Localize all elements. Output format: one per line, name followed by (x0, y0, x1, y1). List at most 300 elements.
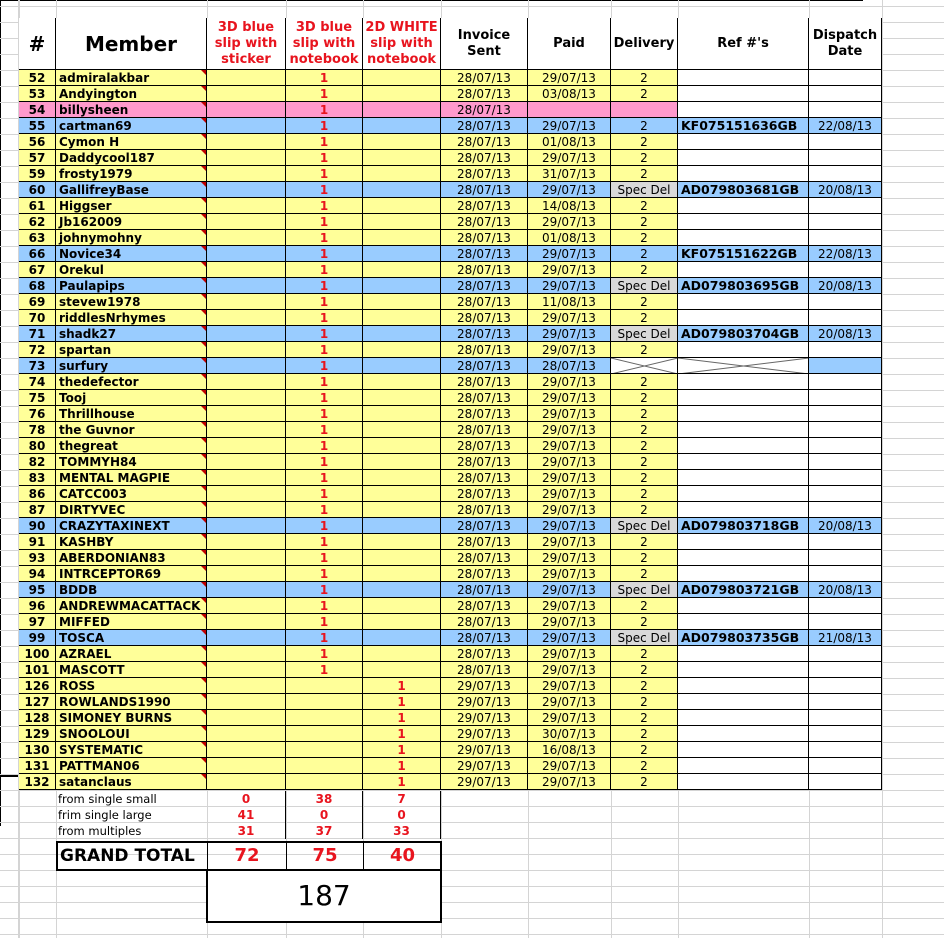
cell-del[interactable] (611, 214, 678, 230)
cell-inv[interactable] (441, 614, 528, 630)
cell-disp[interactable] (809, 758, 882, 774)
cell-del[interactable] (611, 694, 678, 710)
summary-value[interactable] (363, 807, 441, 823)
cell-c2[interactable] (286, 454, 363, 470)
cell-c3[interactable] (363, 214, 441, 230)
cell-inv[interactable] (441, 230, 528, 246)
cell-num[interactable] (19, 774, 56, 790)
cell-inv[interactable] (441, 710, 528, 726)
cell-c1[interactable] (207, 470, 286, 486)
cell-num[interactable] (19, 614, 56, 630)
cell-num[interactable] (19, 550, 56, 566)
cell-disp[interactable] (809, 262, 882, 278)
cell-paid[interactable] (528, 230, 611, 246)
cell-c1[interactable] (207, 486, 286, 502)
cell-c1[interactable] (207, 166, 286, 182)
cell-c1[interactable] (207, 566, 286, 582)
cell-member[interactable] (56, 358, 207, 374)
cell-num[interactable] (19, 166, 56, 182)
cell-c2[interactable] (286, 694, 363, 710)
cell-member[interactable] (56, 774, 207, 790)
cell-inv[interactable] (441, 150, 528, 166)
cell-disp[interactable] (809, 374, 882, 390)
summary-value[interactable] (207, 791, 286, 807)
cell-del[interactable] (611, 390, 678, 406)
cell-paid[interactable] (528, 454, 611, 470)
cell-del[interactable] (611, 726, 678, 742)
cell-ref[interactable] (678, 406, 809, 422)
cell-c2[interactable] (286, 406, 363, 422)
cell-paid[interactable] (528, 550, 611, 566)
cell-del[interactable] (611, 374, 678, 390)
cell-disp[interactable] (809, 582, 882, 598)
cell-paid[interactable] (528, 726, 611, 742)
cell-paid[interactable] (528, 406, 611, 422)
cell-c2[interactable] (286, 358, 363, 374)
cell-c1[interactable] (207, 278, 286, 294)
cell-num[interactable] (19, 630, 56, 646)
cell-del[interactable] (611, 598, 678, 614)
cell-member[interactable] (56, 518, 207, 534)
cell-paid[interactable] (528, 438, 611, 454)
cell-num[interactable] (19, 422, 56, 438)
cell-del[interactable] (611, 294, 678, 310)
cell-paid[interactable] (528, 646, 611, 662)
cell-num[interactable] (19, 646, 56, 662)
cell-c3[interactable] (363, 150, 441, 166)
cell-c2[interactable] (286, 582, 363, 598)
header-col2[interactable] (286, 18, 363, 70)
cell-paid[interactable] (528, 118, 611, 134)
cell-c3[interactable] (363, 454, 441, 470)
cell-c1[interactable] (207, 422, 286, 438)
cell-del[interactable] (611, 118, 678, 134)
summary-value[interactable] (363, 823, 441, 839)
cell-c3[interactable] (363, 582, 441, 598)
cell-c1[interactable] (207, 342, 286, 358)
cell-disp[interactable] (809, 470, 882, 486)
cell-c3[interactable] (363, 598, 441, 614)
cell-c1[interactable] (207, 102, 286, 118)
grand-total-value[interactable] (286, 841, 363, 871)
cell-member[interactable] (56, 230, 207, 246)
cell-c2[interactable] (286, 86, 363, 102)
cell-ref[interactable] (678, 102, 809, 118)
cell-c1[interactable] (207, 614, 286, 630)
cell-del[interactable] (611, 358, 678, 374)
cell-inv[interactable] (441, 342, 528, 358)
cell-c1[interactable] (207, 630, 286, 646)
cell-inv[interactable] (441, 438, 528, 454)
cell-member[interactable] (56, 374, 207, 390)
cell-c2[interactable] (286, 182, 363, 198)
cell-c1[interactable] (207, 70, 286, 86)
cell-disp[interactable] (809, 518, 882, 534)
cell-disp[interactable] (809, 390, 882, 406)
cell-c1[interactable] (207, 710, 286, 726)
cell-disp[interactable] (809, 598, 882, 614)
cell-del[interactable] (611, 406, 678, 422)
cell-del[interactable] (611, 262, 678, 278)
cell-c3[interactable] (363, 550, 441, 566)
cell-c1[interactable] (207, 438, 286, 454)
cell-member[interactable] (56, 710, 207, 726)
cell-inv[interactable] (441, 662, 528, 678)
cell-ref[interactable] (678, 662, 809, 678)
cell-c2[interactable] (286, 518, 363, 534)
cell-paid[interactable] (528, 534, 611, 550)
cell-c1[interactable] (207, 86, 286, 102)
cell-del[interactable] (611, 134, 678, 150)
cell-inv[interactable] (441, 694, 528, 710)
cell-ref[interactable] (678, 86, 809, 102)
cell-del[interactable] (611, 198, 678, 214)
cell-c3[interactable] (363, 134, 441, 150)
cell-c1[interactable] (207, 502, 286, 518)
cell-ref[interactable] (678, 278, 809, 294)
cell-del[interactable] (611, 326, 678, 342)
cell-disp[interactable] (809, 214, 882, 230)
cell-ref[interactable] (678, 390, 809, 406)
cell-num[interactable] (19, 102, 56, 118)
cell-ref[interactable] (678, 374, 809, 390)
cell-c1[interactable] (207, 742, 286, 758)
cell-num[interactable] (19, 134, 56, 150)
cell-c3[interactable] (363, 166, 441, 182)
cell-member[interactable] (56, 678, 207, 694)
cell-c3[interactable] (363, 742, 441, 758)
cell-del[interactable] (611, 310, 678, 326)
cell-c2[interactable] (286, 198, 363, 214)
cell-c3[interactable] (363, 678, 441, 694)
cell-member[interactable] (56, 246, 207, 262)
cell-inv[interactable] (441, 758, 528, 774)
header-col1[interactable] (207, 18, 286, 70)
cell-ref[interactable] (678, 166, 809, 182)
cell-c1[interactable] (207, 374, 286, 390)
cell-c1[interactable] (207, 182, 286, 198)
cell-num[interactable] (19, 374, 56, 390)
cell-member[interactable] (56, 550, 207, 566)
cell-c1[interactable] (207, 358, 286, 374)
cell-num[interactable] (19, 582, 56, 598)
cell-c1[interactable] (207, 246, 286, 262)
cell-c2[interactable] (286, 758, 363, 774)
cell-num[interactable] (19, 70, 56, 86)
cell-num[interactable] (19, 262, 56, 278)
cell-c3[interactable] (363, 710, 441, 726)
cell-inv[interactable] (441, 374, 528, 390)
cell-num[interactable] (19, 694, 56, 710)
cell-disp[interactable] (809, 406, 882, 422)
cell-c1[interactable] (207, 198, 286, 214)
cell-inv[interactable] (441, 214, 528, 230)
cell-del[interactable] (611, 278, 678, 294)
cell-c3[interactable] (363, 470, 441, 486)
cell-member[interactable] (56, 694, 207, 710)
cell-member[interactable] (56, 278, 207, 294)
cell-member[interactable] (56, 470, 207, 486)
cell-c2[interactable] (286, 486, 363, 502)
cell-c3[interactable] (363, 694, 441, 710)
cell-num[interactable] (19, 662, 56, 678)
cell-c3[interactable] (363, 246, 441, 262)
cell-inv[interactable] (441, 310, 528, 326)
cell-c1[interactable] (207, 678, 286, 694)
cell-member[interactable] (56, 294, 207, 310)
cell-del[interactable] (611, 550, 678, 566)
cell-paid[interactable] (528, 102, 611, 118)
cell-c1[interactable] (207, 150, 286, 166)
cell-num[interactable] (19, 710, 56, 726)
cell-inv[interactable] (441, 166, 528, 182)
cell-paid[interactable] (528, 598, 611, 614)
cell-inv[interactable] (441, 422, 528, 438)
cell-c2[interactable] (286, 246, 363, 262)
cell-ref[interactable] (678, 566, 809, 582)
cell-disp[interactable] (809, 102, 882, 118)
cell-c2[interactable] (286, 374, 363, 390)
cell-disp[interactable] (809, 694, 882, 710)
cell-paid[interactable] (528, 486, 611, 502)
cell-c3[interactable] (363, 102, 441, 118)
cell-c3[interactable] (363, 662, 441, 678)
cell-c2[interactable] (286, 566, 363, 582)
cell-member[interactable] (56, 422, 207, 438)
cell-num[interactable] (19, 342, 56, 358)
cell-c3[interactable] (363, 614, 441, 630)
cell-del[interactable] (611, 230, 678, 246)
cell-num[interactable] (19, 246, 56, 262)
cell-ref[interactable] (678, 310, 809, 326)
cell-disp[interactable] (809, 678, 882, 694)
cell-ref[interactable] (678, 614, 809, 630)
cell-ref[interactable] (678, 262, 809, 278)
cell-disp[interactable] (809, 486, 882, 502)
cell-disp[interactable] (809, 550, 882, 566)
cell-ref[interactable] (678, 758, 809, 774)
cell-paid[interactable] (528, 294, 611, 310)
cell-ref[interactable] (678, 214, 809, 230)
cell-num[interactable] (19, 390, 56, 406)
cell-ref[interactable] (678, 502, 809, 518)
cell-del[interactable] (611, 502, 678, 518)
cell-c3[interactable] (363, 326, 441, 342)
cell-inv[interactable] (441, 278, 528, 294)
cell-paid[interactable] (528, 198, 611, 214)
cell-paid[interactable] (528, 614, 611, 630)
cell-num[interactable] (19, 278, 56, 294)
cell-c1[interactable] (207, 390, 286, 406)
cell-member[interactable] (56, 406, 207, 422)
cell-c2[interactable] (286, 614, 363, 630)
cell-del[interactable] (611, 342, 678, 358)
cell-c2[interactable] (286, 662, 363, 678)
cell-member[interactable] (56, 70, 207, 86)
cell-paid[interactable] (528, 166, 611, 182)
cell-inv[interactable] (441, 294, 528, 310)
cell-ref[interactable] (678, 518, 809, 534)
header-member[interactable] (56, 18, 207, 70)
cell-c2[interactable] (286, 422, 363, 438)
cell-ref[interactable] (678, 454, 809, 470)
cell-ref[interactable] (678, 182, 809, 198)
cell-paid[interactable] (528, 86, 611, 102)
cell-num[interactable] (19, 742, 56, 758)
cell-inv[interactable] (441, 246, 528, 262)
cell-num[interactable] (19, 518, 56, 534)
cell-paid[interactable] (528, 150, 611, 166)
cell-del[interactable] (611, 102, 678, 118)
cell-member[interactable] (56, 342, 207, 358)
cell-disp[interactable] (809, 566, 882, 582)
cell-c3[interactable] (363, 486, 441, 502)
cell-c2[interactable] (286, 262, 363, 278)
cell-c2[interactable] (286, 326, 363, 342)
cell-inv[interactable] (441, 742, 528, 758)
cell-ref[interactable] (678, 470, 809, 486)
cell-inv[interactable] (441, 470, 528, 486)
cell-disp[interactable] (809, 246, 882, 262)
cell-ref[interactable] (678, 710, 809, 726)
cell-c3[interactable] (363, 86, 441, 102)
cell-c3[interactable] (363, 294, 441, 310)
cell-c3[interactable] (363, 310, 441, 326)
cell-c3[interactable] (363, 358, 441, 374)
cell-num[interactable] (19, 182, 56, 198)
cell-inv[interactable] (441, 118, 528, 134)
cell-c2[interactable] (286, 646, 363, 662)
cell-del[interactable] (611, 646, 678, 662)
cell-paid[interactable] (528, 134, 611, 150)
cell-disp[interactable] (809, 646, 882, 662)
cell-member[interactable] (56, 566, 207, 582)
cell-c2[interactable] (286, 118, 363, 134)
cell-c2[interactable] (286, 342, 363, 358)
cell-disp[interactable] (809, 774, 882, 790)
cell-member[interactable] (56, 534, 207, 550)
cell-inv[interactable] (441, 534, 528, 550)
cell-disp[interactable] (809, 294, 882, 310)
cell-member[interactable] (56, 214, 207, 230)
cell-c1[interactable] (207, 694, 286, 710)
cell-member[interactable] (56, 454, 207, 470)
cell-del[interactable] (611, 678, 678, 694)
cell-ref[interactable] (678, 742, 809, 758)
cell-del[interactable] (611, 86, 678, 102)
cell-ref[interactable] (678, 246, 809, 262)
cell-del[interactable] (611, 70, 678, 86)
cell-del[interactable] (611, 774, 678, 790)
cell-del[interactable] (611, 614, 678, 630)
cell-ref[interactable] (678, 150, 809, 166)
cell-num[interactable] (19, 198, 56, 214)
cell-c2[interactable] (286, 438, 363, 454)
cell-c1[interactable] (207, 582, 286, 598)
cell-del[interactable] (611, 534, 678, 550)
cell-disp[interactable] (809, 534, 882, 550)
cell-ref[interactable] (678, 422, 809, 438)
cell-member[interactable] (56, 390, 207, 406)
cell-del[interactable] (611, 742, 678, 758)
cell-c2[interactable] (286, 102, 363, 118)
cell-paid[interactable] (528, 470, 611, 486)
cell-c2[interactable] (286, 166, 363, 182)
cell-del[interactable] (611, 662, 678, 678)
cell-inv[interactable] (441, 502, 528, 518)
cell-del[interactable] (611, 166, 678, 182)
cell-c3[interactable] (363, 230, 441, 246)
cell-ref[interactable] (678, 726, 809, 742)
cell-c2[interactable] (286, 470, 363, 486)
cell-c2[interactable] (286, 630, 363, 646)
cell-paid[interactable] (528, 310, 611, 326)
cell-c2[interactable] (286, 710, 363, 726)
cell-disp[interactable] (809, 150, 882, 166)
cell-member[interactable] (56, 118, 207, 134)
cell-ref[interactable] (678, 630, 809, 646)
cell-inv[interactable] (441, 102, 528, 118)
cell-num[interactable] (19, 310, 56, 326)
cell-c2[interactable] (286, 502, 363, 518)
cell-ref[interactable] (678, 550, 809, 566)
cell-disp[interactable] (809, 230, 882, 246)
cell-c3[interactable] (363, 566, 441, 582)
cell-inv[interactable] (441, 358, 528, 374)
cell-disp[interactable] (809, 358, 882, 374)
cell-del[interactable] (611, 630, 678, 646)
cell-del[interactable] (611, 486, 678, 502)
cell-num[interactable] (19, 294, 56, 310)
cell-c1[interactable] (207, 134, 286, 150)
cell-paid[interactable] (528, 758, 611, 774)
cell-disp[interactable] (809, 166, 882, 182)
cell-disp[interactable] (809, 182, 882, 198)
cell-member[interactable] (56, 742, 207, 758)
cell-disp[interactable] (809, 342, 882, 358)
cell-member[interactable] (56, 310, 207, 326)
cell-c1[interactable] (207, 550, 286, 566)
cell-ref[interactable] (678, 774, 809, 790)
cell-paid[interactable] (528, 70, 611, 86)
cell-c2[interactable] (286, 294, 363, 310)
cell-del[interactable] (611, 422, 678, 438)
cell-c1[interactable] (207, 454, 286, 470)
cell-disp[interactable] (809, 134, 882, 150)
cell-ref[interactable] (678, 198, 809, 214)
cell-paid[interactable] (528, 246, 611, 262)
cell-num[interactable] (19, 214, 56, 230)
cell-num[interactable] (19, 150, 56, 166)
cell-c1[interactable] (207, 758, 286, 774)
cell-num[interactable] (19, 118, 56, 134)
cell-disp[interactable] (809, 86, 882, 102)
cell-paid[interactable] (528, 710, 611, 726)
cell-member[interactable] (56, 102, 207, 118)
cell-paid[interactable] (528, 502, 611, 518)
cell-paid[interactable] (528, 422, 611, 438)
cell-num[interactable] (19, 566, 56, 582)
cell-del[interactable] (611, 470, 678, 486)
cell-inv[interactable] (441, 70, 528, 86)
cell-paid[interactable] (528, 582, 611, 598)
cell-num[interactable] (19, 486, 56, 502)
summary-value[interactable] (207, 807, 286, 823)
cell-member[interactable] (56, 726, 207, 742)
cell-c3[interactable] (363, 438, 441, 454)
cell-c2[interactable] (286, 310, 363, 326)
cell-num[interactable] (19, 758, 56, 774)
